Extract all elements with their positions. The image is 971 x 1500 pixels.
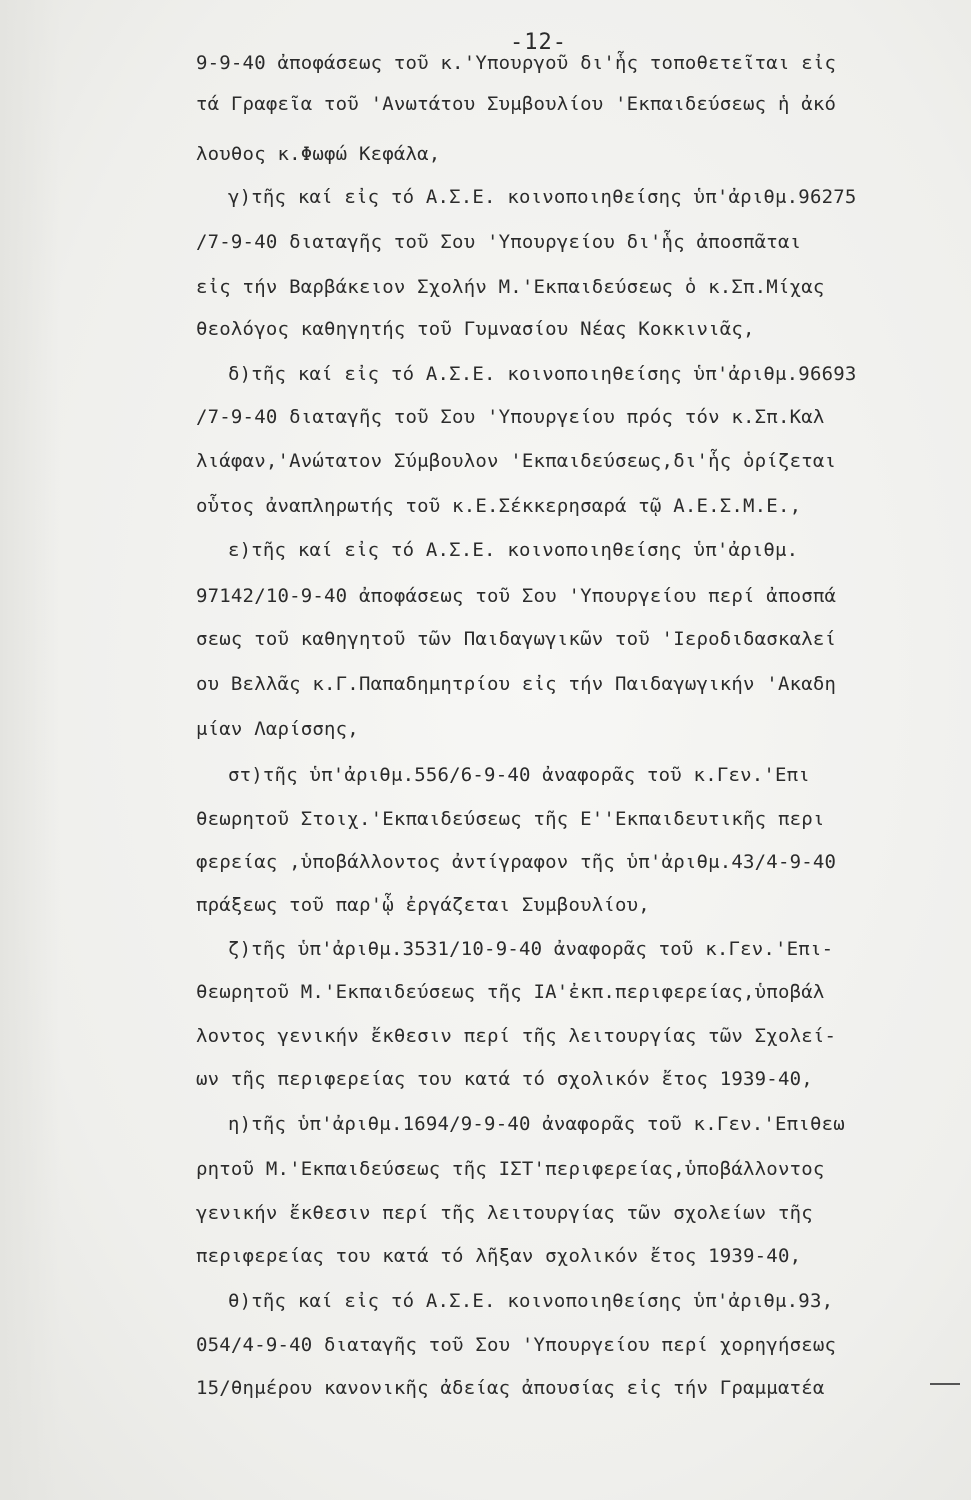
text-line: /7-9-40 διαταγῆς τοῦ Σου 'Υπουργείου δι'ἧς ἀποσπᾶται xyxy=(196,231,802,253)
text-line: λοντος γενικήν ἔκθεσιν περί τῆς λειτουργίας τῶν Σχολεί- xyxy=(196,1025,837,1047)
text-line: 15/θημέρου κανονικῆς ἀδείας ἀπουσίας εἰς τήν Γραμματέα xyxy=(196,1377,825,1399)
text-line: σεως τοῦ καθηγητοῦ τῶν Παιδαγωγικῶν τοῦ 'Ιεροδιδασκαλεί xyxy=(196,628,837,650)
text-line: εἰς τήν Βαρβάκειον Σχολήν Μ.'Εκπαιδεύσεως ὁ κ.Σπ.Μίχας xyxy=(196,276,825,298)
text-line: θεωρητοῦ Μ.'Εκπαιδεύσεως τῆς ΙΑ'ἐκπ.περιφερείας,ὑποβάλ xyxy=(196,981,825,1003)
text-line: θεολόγος καθηγητής τοῦ Γυμνασίου Νέας Κοκκινιᾶς, xyxy=(196,318,755,340)
text-line: 054/4-9-40 διαταγῆς τοῦ Σου 'Υπουργείου περί χορηγήσεως xyxy=(196,1334,837,1356)
text-line: γενικήν ἔκθεσιν περί τῆς λειτουργίας τῶν σχολείων τῆς xyxy=(196,1202,813,1224)
continuation-dash xyxy=(930,1383,960,1385)
text-line: περιφερείας του κατά τό λῆξαν σχολικόν ἔτος 1939-40, xyxy=(196,1245,802,1267)
text-line: η)τῆς ὑπ'ἀριθμ.1694/9-9-40 ἀναφορᾶς τοῦ κ.Γεν.'Επιθεω xyxy=(228,1113,845,1135)
text-line: τά Γραφεῖα τοῦ 'Ανωτάτου Συμβουλίου 'Εκπαιδεύσεως ἡ ἀκό xyxy=(196,93,837,115)
text-line: ου Βελλᾶς κ.Γ.Παπαδημητρίου εἰς τήν Παιδαγωγικήν 'Ακαδη xyxy=(196,673,837,695)
text-line: 97142/10-9-40 ἀποφάσεως τοῦ Σου 'Υπουργείου περί ἀποσπά xyxy=(196,585,837,607)
text-line: ε)τῆς καί εἰς τό Α.Σ.Ε. κοινοποιηθείσης ὑπ'ἀριθμ. xyxy=(228,539,799,561)
text-line: θεωρητοῦ Στοιχ.'Εκπαιδεύσεως τῆς Ε''Εκπαιδευτικῆς περι xyxy=(196,808,825,830)
text-line: 9-9-40 ἀποφάσεως τοῦ κ.'Υπουργοῦ δι'ἧς τοποθετεῖται εἰς xyxy=(196,52,837,74)
page-number: -12- xyxy=(510,30,567,55)
text-line: ων τῆς περιφερείας του κατά τό σχολικόν ἔτος 1939-40, xyxy=(196,1068,813,1090)
text-line: δ)τῆς καί εἰς τό Α.Σ.Ε. κοινοποιηθείσης ὑπ'ἀριθμ.96693 xyxy=(228,363,857,385)
text-line: φερείας ,ὑποβάλλοντος ἀντίγραφον τῆς ὑπ'ἀριθμ.43/4-9-40 xyxy=(196,851,837,873)
text-line: λουθος κ.Φωφώ Κεφάλα, xyxy=(196,143,441,165)
text-line: γ)τῆς καί εἰς τό Α.Σ.Ε. κοινοποιηθείσης ὑπ'ἀριθμ.96275 xyxy=(228,186,857,208)
text-line: ζ)τῆς ὑπ'ἀριθμ.3531/10-9-40 ἀναφορᾶς τοῦ κ.Γεν.'Επι- xyxy=(228,938,834,960)
scan-shadow xyxy=(0,0,60,1500)
text-line: πράξεως τοῦ παρ'ᾧ ἐργάζεται Συμβουλίου, xyxy=(196,894,650,916)
text-line: ρητοῦ Μ.'Εκπαιδεύσεως τῆς ΙΣΤ'περιφερείας,ὑποβάλλοντος xyxy=(196,1158,825,1180)
text-line: οὗτος ἀναπληρωτής τοῦ κ.Ε.Σέκκερησαρά τῷ Α.Ε.Σ.Μ.Ε., xyxy=(196,495,802,517)
text-line: μίαν Λαρίσσης, xyxy=(196,718,359,740)
text-line: λιάφαν,'Ανώτατον Σύμβουλον 'Εκπαιδεύσεως,δι'ἧς ὁρίζεται xyxy=(196,450,837,472)
text-line: στ)τῆς ὑπ'ἀριθμ.556/6-9-40 ἀναφορᾶς τοῦ κ.Γεν.'Επι xyxy=(228,764,810,786)
text-line: θ)τῆς καί εἰς τό Α.Σ.Ε. κοινοποιηθείσης ὑπ'ἀριθμ.93, xyxy=(228,1290,834,1312)
text-line: /7-9-40 διαταγῆς τοῦ Σου 'Υπουργείου πρός τόν κ.Σπ.Καλ xyxy=(196,406,825,428)
